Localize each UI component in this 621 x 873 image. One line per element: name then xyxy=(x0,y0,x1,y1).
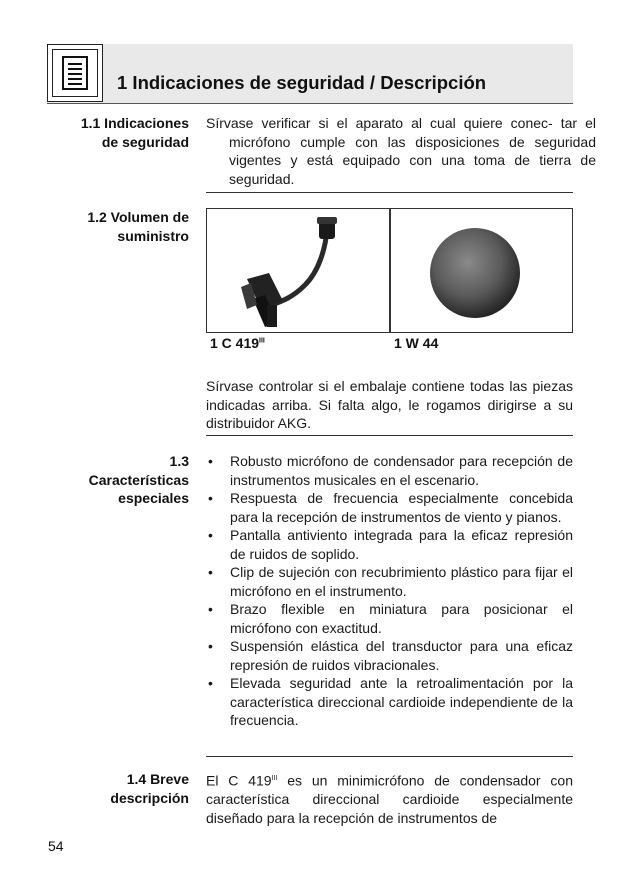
section-label-features xyxy=(29,452,189,508)
microphone-caption xyxy=(210,335,265,351)
safety-text-rest: tar el micrófono cumple con las disposiciones de seguridad vigentes y está equipado con una toma de tierra de seguridad. xyxy=(229,115,597,187)
list-item: • Suspensión elástica del transductor para una eficaz represión de ruidos vibracionales. xyxy=(206,637,573,674)
section-label-line: 1.2 Volumen de xyxy=(87,209,189,225)
section-label-line: especiales xyxy=(118,490,189,506)
section-label-line: Características xyxy=(88,471,189,488)
list-item: • Pantalla antiviento integrada para la eficaz represión de ruidos de soplido. xyxy=(206,526,573,563)
list-item: • Respuesta de frecuencia especialmente concebida para la recepción de instrumentos de viento y pianos. xyxy=(206,489,573,526)
description-text-start: El C 419 xyxy=(206,772,272,789)
windscreen-image-frame xyxy=(390,208,573,333)
document-icon-frame xyxy=(47,44,103,102)
microphone-image-frame xyxy=(206,208,390,333)
document-icon xyxy=(52,49,98,97)
divider-rule xyxy=(206,756,573,757)
description-paragraph xyxy=(206,770,573,827)
supply-paragraph: Sírvase controlar si el embalaje contiene todas las piezas indicadas arriba. Si falta algo, le rogamos dirigirse a su distribuidor AKG. xyxy=(206,378,573,431)
safety-text-line1: Sírvase verificar si el aparato al cual quiere conec- xyxy=(206,115,553,131)
section-label-safety xyxy=(29,114,189,151)
section-label-line: 1.3 xyxy=(169,453,189,469)
list-item: • Elevada seguridad ante la retroalimentación por la característica direccional cardioide independiente de la frecuencia. xyxy=(206,674,573,730)
divider-rule xyxy=(206,192,573,193)
page-title: 1 Indicaciones de seguridad / Descripción xyxy=(117,72,487,93)
safety-paragraph xyxy=(206,114,596,188)
features-list xyxy=(206,452,573,730)
section-label-line: de seguridad xyxy=(101,133,189,150)
features-list-container xyxy=(206,452,573,730)
section-label-line: 1.4 Breve xyxy=(126,771,189,787)
description-text-rest: es un minimicrófono de condensador con característica direccional cardioide especialmente diseñado para la recepción de instrumentos de xyxy=(206,772,573,826)
microphone-image xyxy=(207,209,389,332)
model-suffix: III xyxy=(259,337,265,345)
windscreen-caption: 1 W 44 xyxy=(394,335,439,351)
section-label-line: suministro xyxy=(117,227,189,244)
section-label-line: 1.1 Indicaciones xyxy=(80,115,189,131)
model-suffix: III xyxy=(271,775,278,782)
page-number: 54 xyxy=(48,838,64,854)
divider-rule xyxy=(206,435,573,436)
list-item: • Brazo flexible en miniatura para posicionar el micrófono con exactitud. xyxy=(206,600,573,637)
section-label-description xyxy=(29,770,189,807)
section-label-line: descripción xyxy=(110,789,189,806)
section-label-supply xyxy=(29,208,189,245)
windscreen-image xyxy=(391,209,572,332)
list-item: • Robusto micrófono de condensador para recepción de instrumentos musicales en el escenario. xyxy=(206,452,573,489)
microphone-caption-text: 1 C 419 xyxy=(210,335,260,351)
list-item: • Clip de sujeción con recubrimiento plástico para fijar el micrófono en el instrumento. xyxy=(206,563,573,600)
